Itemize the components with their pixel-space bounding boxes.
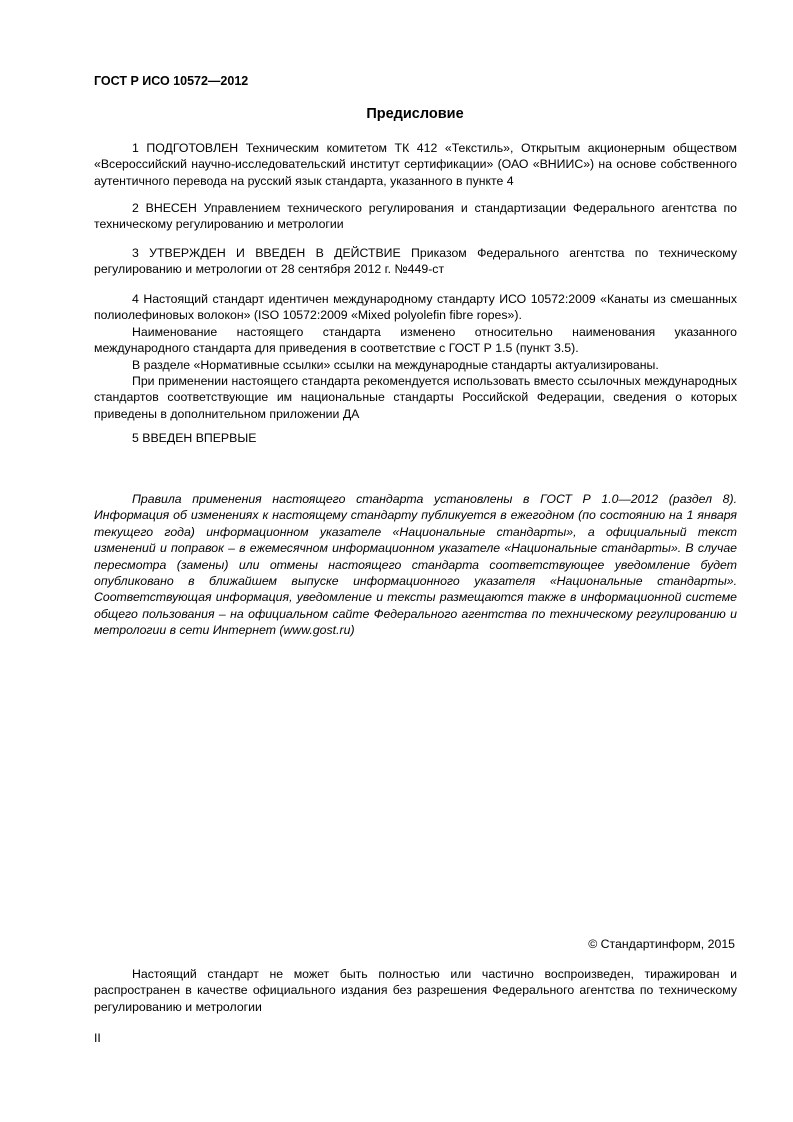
section-paragraph: При применении настоящего стандарта рекомендуется использовать вместо ссылочных международных стандартов соответствующие им национальные стандарты Российской Федерации, сведения о которых приведены в дополнительном приложении ДА [94,374,737,421]
page-number: II [94,1031,101,1045]
section-paragraph: 5 ВВЕДЕН ВПЕРВЫЕ [132,431,257,445]
standard-code: ГОСТ Р ИСО 10572—2012 [94,74,249,88]
notice-paragraph: Правила применения настоящего стандарта установлены в ГОСТ Р 1.0—2012 (раздел 8). Информация об изменениях к настоящему стандарту публикуется в ежегодном (по состоянию на 1 января текущего года) информационном указателе «Национальные стандарты», а официальный текст изменений и поправок – в ежемесячном информационном указателе «Национальные стандарты». В случае пересмотра (замены) или отмены настоящего стандарта соответствующее уведомление будет опубликовано в ближайшем выпуске информационного указателя «Национальные стандарты». Соответствующая информация, уведомление и тексты размещаются также в информационной системе общего пользования – на официальном сайте Федерального агентства по техническому регулированию и метрологии в сети Интернет (www.gost.ru) [94,492,737,638]
section-paragraph: 1 ПОДГОТОВЛЕН Техническим комитетом ТК 412 «Текстиль», Открытым акционерным обществом «Всероссийский научно-исследовательский институт сертификации» (ОАО «ВНИИС») на основе собственного аутентичного перевода на русский язык стандарта, указанного в пункте 4 [94,141,737,188]
reproduction-paragraph: Настоящий стандарт не может быть полностью или частично воспроизведен, тиражирован и распространен в качестве официального издания без разрешения Федерального агентства по техническому регулированию и метрологии [94,967,737,1014]
section-2 [94,200,737,233]
section-paragraph: В разделе «Нормативные ссылки» ссылки на международные стандарты актуализированы. [132,357,659,372]
section-paragraph: 4 Настоящий стандарт идентичен международному стандарту ИСО 10572:2009 «Канаты из смешанных полиолефиновых волокон» (ISO 10572:2009 «Mixed polyolefin fibre ropes»). [94,292,737,323]
notice-block [94,491,737,639]
section-3 [94,245,737,278]
section-1 [94,140,737,189]
section-paragraph: Наименование настоящего стандарта изменено относительно наименования указанного международного стандарта для приведения в соответствие с ГОСТ Р 1.5 (пункт 3.5). [94,324,737,356]
copyright: © Стандартинформ, 2015 [588,937,735,951]
page-title: Предисловие [366,106,464,122]
section-paragraph: 2 ВНЕСЕН Управлением технического регулирования и стандартизации Федерального агентства по техническому регулированию и метрологии [94,201,737,232]
reproduction-notice [94,966,737,1015]
section-paragraph: 3 УТВЕРЖДЕН И ВВЕДЕН В ДЕЙСТВИЕ Приказом Федерального агентства по техническому регулированию и метрологии от 28 сентября 2012 г. №449-ст [94,246,737,277]
section-5 [94,430,737,446]
section-4 [94,291,737,422]
